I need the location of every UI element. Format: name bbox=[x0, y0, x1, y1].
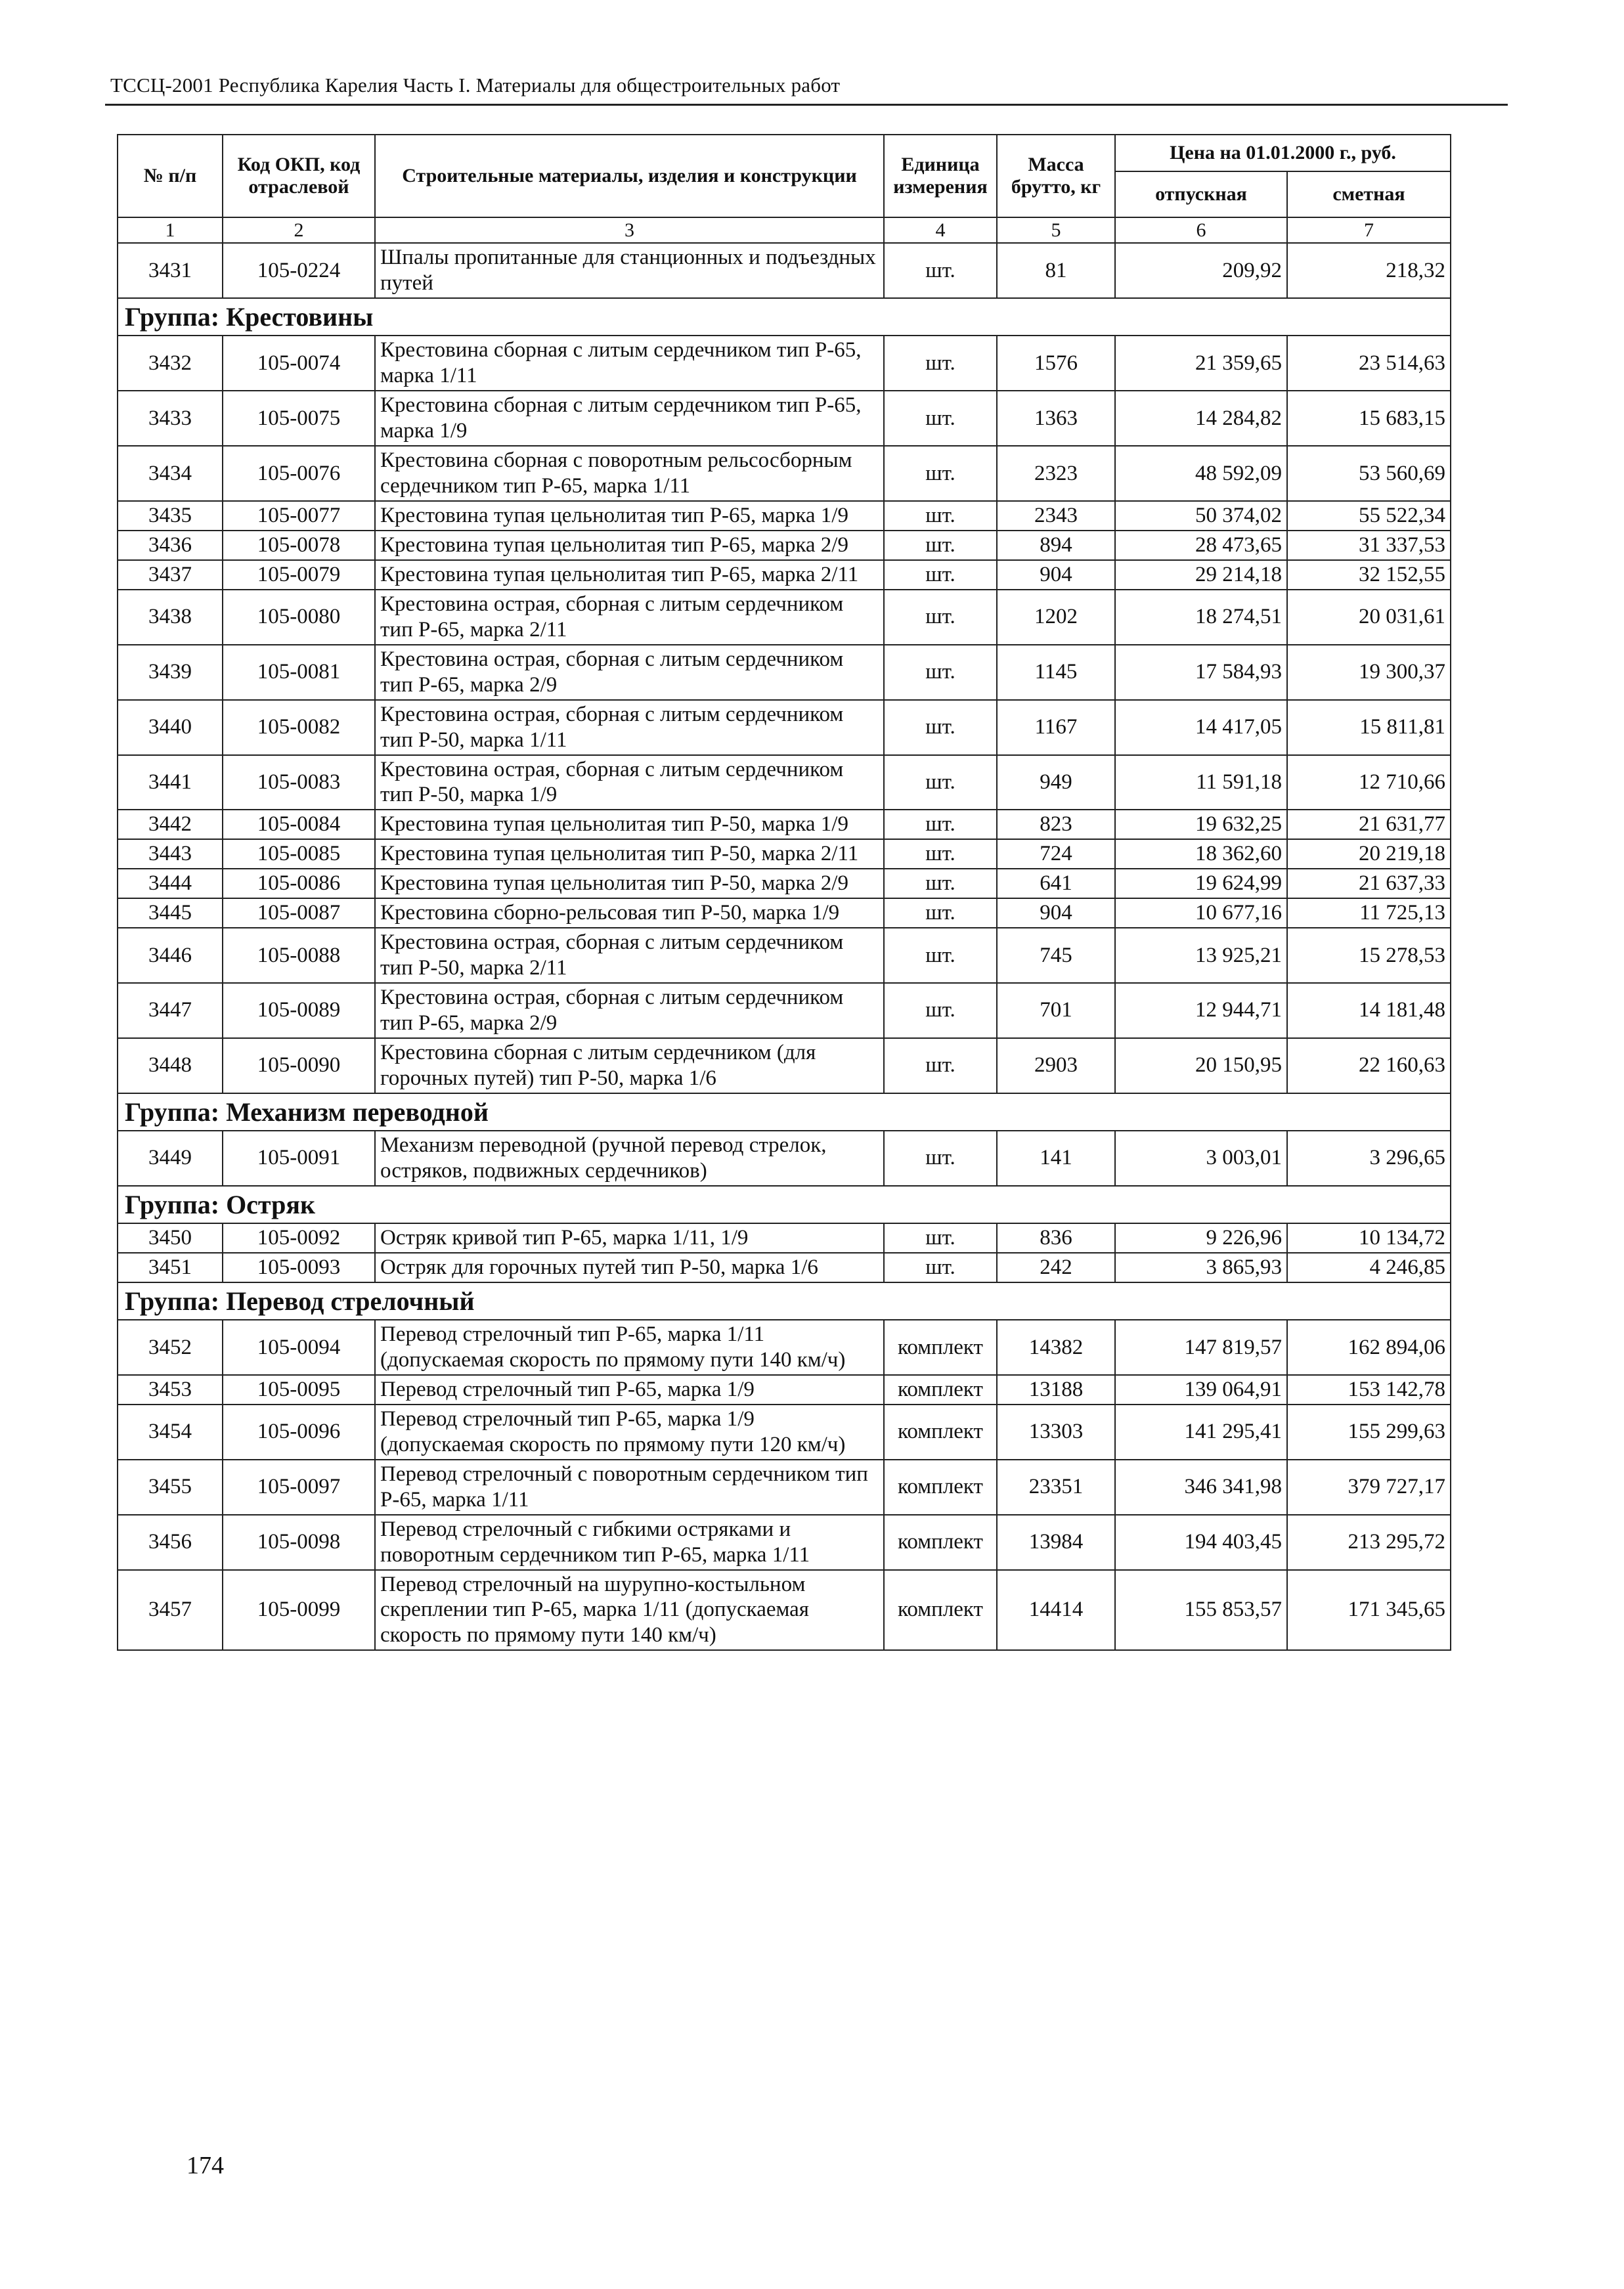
release-price-cell: 13 925,21 bbox=[1115, 928, 1287, 983]
mass-cell: 242 bbox=[997, 1253, 1115, 1282]
okp-code-cell: 105-0090 bbox=[223, 1038, 375, 1093]
release-price-cell: 29 214,18 bbox=[1115, 560, 1287, 590]
okp-code-cell: 105-0075 bbox=[223, 391, 375, 446]
release-price-cell: 48 592,09 bbox=[1115, 446, 1287, 501]
material-name-cell: Крестовина острая, сборная с литым сердечником тип Р-50, марка 2/11 bbox=[375, 928, 884, 983]
column-number-cell: 4 bbox=[884, 217, 997, 243]
estimate-price-cell: 4 246,85 bbox=[1287, 1253, 1451, 1282]
okp-code-cell: 105-0098 bbox=[223, 1515, 375, 1570]
release-price-cell: 14 284,82 bbox=[1115, 391, 1287, 446]
material-name-cell: Перевод стрелочный тип Р-65, марка 1/9 bbox=[375, 1375, 884, 1405]
unit-cell: шт. bbox=[884, 501, 997, 531]
mass-cell: 1167 bbox=[997, 700, 1115, 755]
okp-code-cell: 105-0081 bbox=[223, 645, 375, 700]
row-number-cell: 3442 bbox=[118, 810, 223, 839]
mass-cell: 13188 bbox=[997, 1375, 1115, 1405]
unit-cell: шт. bbox=[884, 590, 997, 645]
release-price-cell: 10 677,16 bbox=[1115, 898, 1287, 928]
estimate-price-cell: 15 811,81 bbox=[1287, 700, 1451, 755]
okp-code-cell: 105-0083 bbox=[223, 755, 375, 810]
mass-cell: 724 bbox=[997, 839, 1115, 869]
release-price-cell: 11 591,18 bbox=[1115, 755, 1287, 810]
estimate-price-cell: 14 181,48 bbox=[1287, 983, 1451, 1038]
table-row bbox=[118, 755, 1451, 810]
mass-cell: 949 bbox=[997, 755, 1115, 810]
release-price-cell: 17 584,93 bbox=[1115, 645, 1287, 700]
material-name-cell: Перевод стрелочный на шурупно-костыльном скреплении тип Р-65, марка 1/11 (допускаемая скорость по прямому пути 140 км/ч) bbox=[375, 1570, 884, 1651]
mass-cell: 14382 bbox=[997, 1320, 1115, 1375]
mass-cell: 1145 bbox=[997, 645, 1115, 700]
release-price-cell: 18 274,51 bbox=[1115, 590, 1287, 645]
okp-code-cell: 105-0089 bbox=[223, 983, 375, 1038]
table-row bbox=[118, 700, 1451, 755]
material-name-cell: Перевод стрелочный с поворотным сердечником тип Р-65, марка 1/11 bbox=[375, 1460, 884, 1515]
table-row bbox=[118, 1320, 1451, 1375]
material-name-cell: Крестовина острая, сборная с литым сердечником тип Р-65, марка 2/9 bbox=[375, 645, 884, 700]
unit-cell: шт. bbox=[884, 983, 997, 1038]
material-name-cell: Крестовина тупая цельнолитая тип Р-50, марка 2/11 bbox=[375, 839, 884, 869]
release-price-cell: 155 853,57 bbox=[1115, 1570, 1287, 1651]
mass-cell: 2903 bbox=[997, 1038, 1115, 1093]
header-price-release: отпускная bbox=[1115, 171, 1287, 217]
mass-cell: 823 bbox=[997, 810, 1115, 839]
okp-code-cell: 105-0088 bbox=[223, 928, 375, 983]
row-number-cell: 3445 bbox=[118, 898, 223, 928]
material-name-cell: Крестовина сборная с литым сердечником (для горочных путей) тип Р-50, марка 1/6 bbox=[375, 1038, 884, 1093]
row-number-cell: 3434 bbox=[118, 446, 223, 501]
mass-cell: 14414 bbox=[997, 1570, 1115, 1651]
okp-code-cell: 105-0085 bbox=[223, 839, 375, 869]
release-price-cell: 14 417,05 bbox=[1115, 700, 1287, 755]
row-number-cell: 3440 bbox=[118, 700, 223, 755]
okp-code-cell: 105-0082 bbox=[223, 700, 375, 755]
estimate-price-cell: 19 300,37 bbox=[1287, 645, 1451, 700]
okp-code-cell: 105-0099 bbox=[223, 1570, 375, 1651]
estimate-price-cell: 162 894,06 bbox=[1287, 1320, 1451, 1375]
row-number-cell: 3433 bbox=[118, 391, 223, 446]
estimate-price-cell: 155 299,63 bbox=[1287, 1405, 1451, 1460]
table-row bbox=[118, 1405, 1451, 1460]
page-number: 174 bbox=[187, 2152, 224, 2179]
column-number-cell: 7 bbox=[1287, 217, 1451, 243]
release-price-cell: 3 865,93 bbox=[1115, 1253, 1287, 1282]
table-row bbox=[118, 898, 1451, 928]
mass-cell: 745 bbox=[997, 928, 1115, 983]
unit-cell: шт. bbox=[884, 560, 997, 590]
estimate-price-cell: 171 345,65 bbox=[1287, 1570, 1451, 1651]
row-number-cell: 3457 bbox=[118, 1570, 223, 1651]
row-number-cell: 3435 bbox=[118, 501, 223, 531]
unit-cell: комплект bbox=[884, 1515, 997, 1570]
header-divider bbox=[105, 104, 1508, 106]
header-name: Строительные материалы, изделия и конструкции bbox=[375, 135, 884, 217]
okp-code-cell: 105-0096 bbox=[223, 1405, 375, 1460]
table-row bbox=[118, 501, 1451, 531]
group-heading: Группа: Остряк bbox=[118, 1186, 1451, 1223]
unit-cell: комплект bbox=[884, 1375, 997, 1405]
row-number-cell: 3448 bbox=[118, 1038, 223, 1093]
group-heading: Группа: Крестовины bbox=[118, 298, 1451, 336]
unit-cell: шт. bbox=[884, 243, 997, 298]
group-heading: Группа: Механизм переводной bbox=[118, 1093, 1451, 1131]
table-row bbox=[118, 983, 1451, 1038]
unit-cell: комплект bbox=[884, 1460, 997, 1515]
release-price-cell: 209,92 bbox=[1115, 243, 1287, 298]
material-name-cell: Крестовина острая, сборная с литым сердечником тип Р-50, марка 1/11 bbox=[375, 700, 884, 755]
release-price-cell: 12 944,71 bbox=[1115, 983, 1287, 1038]
mass-cell: 701 bbox=[997, 983, 1115, 1038]
table-row bbox=[118, 1460, 1451, 1515]
unit-cell: шт. bbox=[884, 1253, 997, 1282]
column-number-cell: 1 bbox=[118, 217, 223, 243]
mass-cell: 141 bbox=[997, 1131, 1115, 1186]
okp-code-cell: 105-0077 bbox=[223, 501, 375, 531]
row-number-cell: 3444 bbox=[118, 869, 223, 898]
release-price-cell: 20 150,95 bbox=[1115, 1038, 1287, 1093]
group-heading-row bbox=[118, 1093, 1451, 1131]
estimate-price-cell: 31 337,53 bbox=[1287, 531, 1451, 560]
mass-cell: 1202 bbox=[997, 590, 1115, 645]
unit-cell: шт. bbox=[884, 810, 997, 839]
estimate-price-cell: 20 031,61 bbox=[1287, 590, 1451, 645]
unit-cell: шт. bbox=[884, 928, 997, 983]
row-number-cell: 3447 bbox=[118, 983, 223, 1038]
unit-cell: шт. bbox=[884, 336, 997, 391]
material-name-cell: Крестовина тупая цельнолитая тип Р-65, марка 1/9 bbox=[375, 501, 884, 531]
estimate-price-cell: 23 514,63 bbox=[1287, 336, 1451, 391]
estimate-price-cell: 53 560,69 bbox=[1287, 446, 1451, 501]
okp-code-cell: 105-0074 bbox=[223, 336, 375, 391]
column-number-cell: 2 bbox=[223, 217, 375, 243]
unit-cell: комплект bbox=[884, 1405, 997, 1460]
table-row bbox=[118, 1253, 1451, 1282]
table-row bbox=[118, 1131, 1451, 1186]
row-number-cell: 3452 bbox=[118, 1320, 223, 1375]
material-name-cell: Крестовина острая, сборная с литым сердечником тип Р-50, марка 1/9 bbox=[375, 755, 884, 810]
row-number-cell: 3455 bbox=[118, 1460, 223, 1515]
estimate-price-cell: 379 727,17 bbox=[1287, 1460, 1451, 1515]
material-name-cell: Крестовина тупая цельнолитая тип Р-65, марка 2/9 bbox=[375, 531, 884, 560]
release-price-cell: 19 624,99 bbox=[1115, 869, 1287, 898]
mass-cell: 904 bbox=[997, 898, 1115, 928]
table-row bbox=[118, 810, 1451, 839]
material-name-cell: Перевод стрелочный тип Р-65, марка 1/11 (допускаемая скорость по прямому пути 140 км/ч) bbox=[375, 1320, 884, 1375]
okp-code-cell: 105-0093 bbox=[223, 1253, 375, 1282]
unit-cell: шт. bbox=[884, 531, 997, 560]
release-price-cell: 346 341,98 bbox=[1115, 1460, 1287, 1515]
okp-code-cell: 105-0094 bbox=[223, 1320, 375, 1375]
header-code: Код ОКП, код отраслевой bbox=[223, 135, 375, 217]
table-row bbox=[118, 839, 1451, 869]
release-price-cell: 19 632,25 bbox=[1115, 810, 1287, 839]
material-name-cell: Крестовина острая, сборная с литым сердечником тип Р-65, марка 2/9 bbox=[375, 983, 884, 1038]
material-name-cell: Механизм переводной (ручной перевод стрелок, остряков, подвижных сердечников) bbox=[375, 1131, 884, 1186]
okp-code-cell: 105-0224 bbox=[223, 243, 375, 298]
okp-code-cell: 105-0097 bbox=[223, 1460, 375, 1515]
mass-cell: 23351 bbox=[997, 1460, 1115, 1515]
row-number-cell: 3451 bbox=[118, 1253, 223, 1282]
okp-code-cell: 105-0092 bbox=[223, 1223, 375, 1253]
header-price-estimate: сметная bbox=[1287, 171, 1451, 217]
estimate-price-cell: 10 134,72 bbox=[1287, 1223, 1451, 1253]
release-price-cell: 3 003,01 bbox=[1115, 1131, 1287, 1186]
material-name-cell: Крестовина сборно-рельсовая тип Р-50, марка 1/9 bbox=[375, 898, 884, 928]
estimate-price-cell: 55 522,34 bbox=[1287, 501, 1451, 531]
release-price-cell: 50 374,02 bbox=[1115, 501, 1287, 531]
okp-code-cell: 105-0078 bbox=[223, 531, 375, 560]
mass-cell: 81 bbox=[997, 243, 1115, 298]
unit-cell: шт. bbox=[884, 869, 997, 898]
row-number-cell: 3449 bbox=[118, 1131, 223, 1186]
estimate-price-cell: 12 710,66 bbox=[1287, 755, 1451, 810]
estimate-price-cell: 213 295,72 bbox=[1287, 1515, 1451, 1570]
release-price-cell: 28 473,65 bbox=[1115, 531, 1287, 560]
estimate-price-cell: 21 637,33 bbox=[1287, 869, 1451, 898]
mass-cell: 641 bbox=[997, 869, 1115, 898]
release-price-cell: 147 819,57 bbox=[1115, 1320, 1287, 1375]
unit-cell: шт. bbox=[884, 700, 997, 755]
row-number-cell: 3436 bbox=[118, 531, 223, 560]
mass-cell: 1363 bbox=[997, 391, 1115, 446]
mass-cell: 2323 bbox=[997, 446, 1115, 501]
unit-cell: шт. bbox=[884, 391, 997, 446]
unit-cell: комплект bbox=[884, 1320, 997, 1375]
header-num: № п/п bbox=[118, 135, 223, 217]
table-row bbox=[118, 446, 1451, 501]
release-price-cell: 9 226,96 bbox=[1115, 1223, 1287, 1253]
mass-cell: 1576 bbox=[997, 336, 1115, 391]
material-name-cell: Остряк кривой тип Р-65, марка 1/11, 1/9 bbox=[375, 1223, 884, 1253]
okp-code-cell: 105-0091 bbox=[223, 1131, 375, 1186]
column-number-cell: 6 bbox=[1115, 217, 1287, 243]
table-header bbox=[118, 135, 1451, 243]
table-row bbox=[118, 243, 1451, 298]
material-name-cell: Перевод стрелочный с гибкими остряками и поворотным сердечником тип Р-65, марка 1/11 bbox=[375, 1515, 884, 1570]
okp-code-cell: 105-0095 bbox=[223, 1375, 375, 1405]
row-number-cell: 3443 bbox=[118, 839, 223, 869]
table-row bbox=[118, 1375, 1451, 1405]
material-name-cell: Крестовина сборная с литым сердечником тип Р-65, марка 1/11 bbox=[375, 336, 884, 391]
row-number-cell: 3439 bbox=[118, 645, 223, 700]
estimate-price-cell: 15 683,15 bbox=[1287, 391, 1451, 446]
group-heading-row bbox=[118, 1282, 1451, 1320]
column-number-cell: 3 bbox=[375, 217, 884, 243]
header-mass: Масса брутто, кг bbox=[997, 135, 1115, 217]
unit-cell: шт. bbox=[884, 446, 997, 501]
row-number-cell: 3456 bbox=[118, 1515, 223, 1570]
material-name-cell: Крестовина тупая цельнолитая тип Р-65, марка 2/11 bbox=[375, 560, 884, 590]
estimate-price-cell: 21 631,77 bbox=[1287, 810, 1451, 839]
release-price-cell: 18 362,60 bbox=[1115, 839, 1287, 869]
mass-cell: 2343 bbox=[997, 501, 1115, 531]
row-number-cell: 3454 bbox=[118, 1405, 223, 1460]
table-row bbox=[118, 869, 1451, 898]
header-unit: Единица измерения bbox=[884, 135, 997, 217]
unit-cell: шт. bbox=[884, 898, 997, 928]
page-header-title: ТССЦ-2001 Республика Карелия Часть I. Материалы для общестроительных работ bbox=[110, 74, 841, 97]
estimate-price-cell: 32 152,55 bbox=[1287, 560, 1451, 590]
mass-cell: 13303 bbox=[997, 1405, 1115, 1460]
material-name-cell: Крестовина сборная с поворотным рельсосборным сердечником тип Р-65, марка 1/11 bbox=[375, 446, 884, 501]
estimate-price-cell: 3 296,65 bbox=[1287, 1131, 1451, 1186]
table-row bbox=[118, 645, 1451, 700]
material-name-cell: Крестовина тупая цельнолитая тип Р-50, марка 1/9 bbox=[375, 810, 884, 839]
materials-price-table bbox=[117, 134, 1451, 1651]
release-price-cell: 141 295,41 bbox=[1115, 1405, 1287, 1460]
table-row bbox=[118, 1570, 1451, 1651]
material-name-cell: Крестовина тупая цельнолитая тип Р-50, марка 2/9 bbox=[375, 869, 884, 898]
okp-code-cell: 105-0080 bbox=[223, 590, 375, 645]
material-name-cell: Остряк для горочных путей тип Р-50, марка 1/6 bbox=[375, 1253, 884, 1282]
row-number-cell: 3437 bbox=[118, 560, 223, 590]
material-name-cell: Крестовина острая, сборная с литым сердечником тип Р-65, марка 2/11 bbox=[375, 590, 884, 645]
mass-cell: 836 bbox=[997, 1223, 1115, 1253]
release-price-cell: 139 064,91 bbox=[1115, 1375, 1287, 1405]
mass-cell: 13984 bbox=[997, 1515, 1115, 1570]
table-row bbox=[118, 1038, 1451, 1093]
table-row bbox=[118, 336, 1451, 391]
unit-cell: шт. bbox=[884, 1038, 997, 1093]
group-heading: Группа: Перевод стрелочный bbox=[118, 1282, 1451, 1320]
material-name-cell: Крестовина сборная с литым сердечником тип Р-65, марка 1/9 bbox=[375, 391, 884, 446]
release-price-cell: 194 403,45 bbox=[1115, 1515, 1287, 1570]
row-number-cell: 3446 bbox=[118, 928, 223, 983]
okp-code-cell: 105-0084 bbox=[223, 810, 375, 839]
group-heading-row bbox=[118, 1186, 1451, 1223]
table-row bbox=[118, 560, 1451, 590]
row-number-cell: 3431 bbox=[118, 243, 223, 298]
table-row bbox=[118, 928, 1451, 983]
row-number-cell: 3450 bbox=[118, 1223, 223, 1253]
okp-code-cell: 105-0086 bbox=[223, 869, 375, 898]
estimate-price-cell: 15 278,53 bbox=[1287, 928, 1451, 983]
table-row bbox=[118, 391, 1451, 446]
table-row bbox=[118, 531, 1451, 560]
material-name-cell: Перевод стрелочный тип Р-65, марка 1/9 (допускаемая скорость по прямому пути 120 км/ч) bbox=[375, 1405, 884, 1460]
table-row bbox=[118, 1515, 1451, 1570]
estimate-price-cell: 218,32 bbox=[1287, 243, 1451, 298]
unit-cell: шт. bbox=[884, 1223, 997, 1253]
table-body bbox=[118, 243, 1451, 1650]
row-number-cell: 3438 bbox=[118, 590, 223, 645]
unit-cell: комплект bbox=[884, 1570, 997, 1651]
unit-cell: шт. bbox=[884, 645, 997, 700]
table-row bbox=[118, 1223, 1451, 1253]
column-numbers-row bbox=[118, 217, 1451, 243]
row-number-cell: 3441 bbox=[118, 755, 223, 810]
table-row bbox=[118, 590, 1451, 645]
row-number-cell: 3432 bbox=[118, 336, 223, 391]
release-price-cell: 21 359,65 bbox=[1115, 336, 1287, 391]
mass-cell: 904 bbox=[997, 560, 1115, 590]
estimate-price-cell: 153 142,78 bbox=[1287, 1375, 1451, 1405]
header-price-group: Цена на 01.01.2000 г., руб. bbox=[1115, 135, 1451, 171]
estimate-price-cell: 22 160,63 bbox=[1287, 1038, 1451, 1093]
okp-code-cell: 105-0087 bbox=[223, 898, 375, 928]
estimate-price-cell: 20 219,18 bbox=[1287, 839, 1451, 869]
unit-cell: шт. bbox=[884, 1131, 997, 1186]
okp-code-cell: 105-0076 bbox=[223, 446, 375, 501]
group-heading-row bbox=[118, 298, 1451, 336]
material-name-cell: Шпалы пропитанные для станционных и подъездных путей bbox=[375, 243, 884, 298]
row-number-cell: 3453 bbox=[118, 1375, 223, 1405]
unit-cell: шт. bbox=[884, 839, 997, 869]
mass-cell: 894 bbox=[997, 531, 1115, 560]
okp-code-cell: 105-0079 bbox=[223, 560, 375, 590]
unit-cell: шт. bbox=[884, 755, 997, 810]
estimate-price-cell: 11 725,13 bbox=[1287, 898, 1451, 928]
column-number-cell: 5 bbox=[997, 217, 1115, 243]
